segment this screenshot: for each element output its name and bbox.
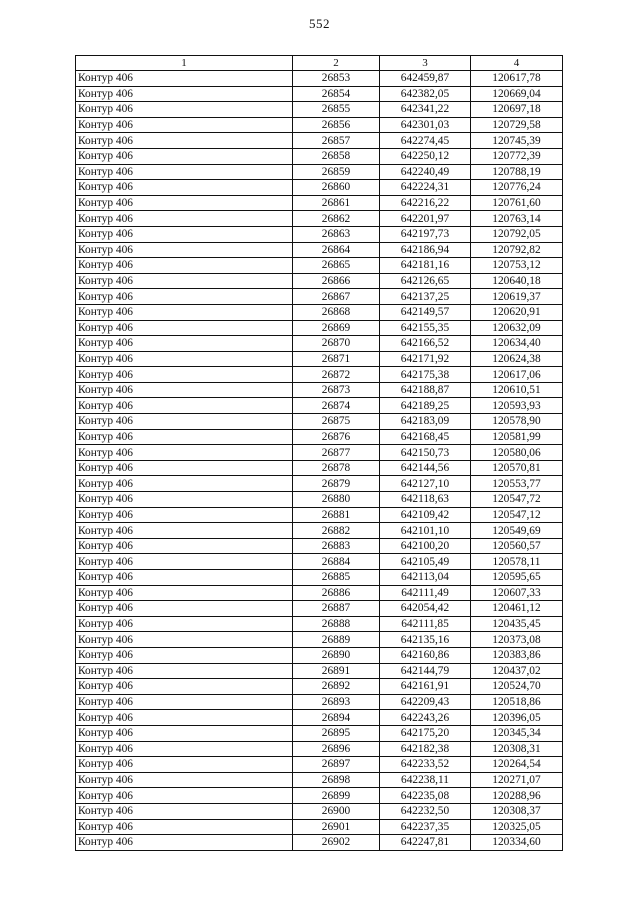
point-number-cell: 26856 (293, 117, 380, 133)
table-row (76, 211, 563, 227)
table-row (76, 117, 563, 133)
point-number-cell: 26896 (293, 741, 380, 757)
contour-name-cell: Контур 406 (76, 835, 293, 851)
contour-name-cell: Контур 406 (76, 725, 293, 741)
table-row (76, 460, 563, 476)
x-coordinate-cell: 642238,11 (380, 772, 471, 788)
point-number-cell: 26860 (293, 180, 380, 196)
contour-name-cell: Контур 406 (76, 570, 293, 586)
point-number-cell: 26892 (293, 679, 380, 695)
y-coordinate-cell: 120772,39 (471, 148, 563, 164)
table-row (76, 148, 563, 164)
point-number-cell: 26894 (293, 710, 380, 726)
x-coordinate-cell: 642166,52 (380, 336, 471, 352)
y-coordinate-cell: 120461,12 (471, 601, 563, 617)
contour-name-cell: Контур 406 (76, 460, 293, 476)
y-coordinate-cell: 120549,69 (471, 523, 563, 539)
y-coordinate-cell: 120753,12 (471, 258, 563, 274)
table-row (76, 86, 563, 102)
x-coordinate-cell: 642054,42 (380, 601, 471, 617)
table-row (76, 523, 563, 539)
point-number-cell: 26868 (293, 304, 380, 320)
y-coordinate-cell: 120345,34 (471, 725, 563, 741)
y-coordinate-cell: 120578,11 (471, 554, 563, 570)
y-coordinate-cell: 120435,45 (471, 616, 563, 632)
x-coordinate-cell: 642301,03 (380, 117, 471, 133)
y-coordinate-cell: 120581,99 (471, 429, 563, 445)
coordinates-table (75, 55, 563, 851)
table-row (76, 195, 563, 211)
contour-name-cell: Контур 406 (76, 398, 293, 414)
point-number-cell: 26866 (293, 273, 380, 289)
table-row (76, 429, 563, 445)
x-coordinate-cell: 642109,42 (380, 507, 471, 523)
table-body (76, 71, 563, 851)
y-coordinate-cell: 120745,39 (471, 133, 563, 149)
column-header-3: 3 (380, 56, 471, 71)
y-coordinate-cell: 120640,18 (471, 273, 563, 289)
contour-name-cell: Контур 406 (76, 242, 293, 258)
contour-name-cell: Контур 406 (76, 523, 293, 539)
x-coordinate-cell: 642224,31 (380, 180, 471, 196)
table-row (76, 445, 563, 461)
point-number-cell: 26883 (293, 538, 380, 554)
page-number: 552 (309, 16, 330, 31)
contour-name-cell: Контур 406 (76, 507, 293, 523)
contour-name-cell: Контур 406 (76, 258, 293, 274)
x-coordinate-cell: 642188,87 (380, 382, 471, 398)
point-number-cell: 26854 (293, 86, 380, 102)
table-row (76, 304, 563, 320)
y-coordinate-cell: 120524,70 (471, 679, 563, 695)
point-number-cell: 26888 (293, 616, 380, 632)
y-coordinate-cell: 120396,05 (471, 710, 563, 726)
y-coordinate-cell: 120570,81 (471, 460, 563, 476)
point-number-cell: 26863 (293, 226, 380, 242)
y-coordinate-cell: 120697,18 (471, 102, 563, 118)
point-number-cell: 26879 (293, 476, 380, 492)
contour-name-cell: Контур 406 (76, 336, 293, 352)
point-number-cell: 26862 (293, 211, 380, 227)
table-row (76, 382, 563, 398)
y-coordinate-cell: 120792,05 (471, 226, 563, 242)
contour-name-cell: Контур 406 (76, 679, 293, 695)
point-number-cell: 26899 (293, 788, 380, 804)
point-number-cell: 26902 (293, 835, 380, 851)
table-row (76, 819, 563, 835)
point-number-cell: 26875 (293, 414, 380, 430)
contour-name-cell: Контур 406 (76, 71, 293, 87)
point-number-cell: 26869 (293, 320, 380, 336)
table-row (76, 679, 563, 695)
point-number-cell: 26864 (293, 242, 380, 258)
point-number-cell: 26895 (293, 725, 380, 741)
x-coordinate-cell: 642250,12 (380, 148, 471, 164)
table-row (76, 803, 563, 819)
table-row (76, 367, 563, 383)
contour-name-cell: Контур 406 (76, 757, 293, 773)
contour-name-cell: Контур 406 (76, 304, 293, 320)
table-row (76, 554, 563, 570)
x-coordinate-cell: 642137,25 (380, 289, 471, 305)
table-row (76, 585, 563, 601)
point-number-cell: 26861 (293, 195, 380, 211)
point-number-cell: 26859 (293, 164, 380, 180)
contour-name-cell: Контур 406 (76, 382, 293, 398)
point-number-cell: 26901 (293, 819, 380, 835)
y-coordinate-cell: 120617,78 (471, 71, 563, 87)
contour-name-cell: Контур 406 (76, 476, 293, 492)
contour-name-cell: Контур 406 (76, 663, 293, 679)
x-coordinate-cell: 642247,81 (380, 835, 471, 851)
y-coordinate-cell: 120617,06 (471, 367, 563, 383)
point-number-cell: 26900 (293, 803, 380, 819)
contour-name-cell: Контур 406 (76, 538, 293, 554)
x-coordinate-cell: 642243,26 (380, 710, 471, 726)
x-coordinate-cell: 642144,56 (380, 460, 471, 476)
y-coordinate-cell: 120578,90 (471, 414, 563, 430)
table-row (76, 710, 563, 726)
x-coordinate-cell: 642197,73 (380, 226, 471, 242)
x-coordinate-cell: 642161,91 (380, 679, 471, 695)
point-number-cell: 26893 (293, 694, 380, 710)
table-row (76, 601, 563, 617)
contour-name-cell: Контур 406 (76, 414, 293, 430)
y-coordinate-cell: 120437,02 (471, 663, 563, 679)
table-row (76, 835, 563, 851)
y-coordinate-cell: 120580,06 (471, 445, 563, 461)
column-header-2: 2 (293, 56, 380, 71)
contour-name-cell: Контур 406 (76, 647, 293, 663)
y-coordinate-cell: 120595,65 (471, 570, 563, 586)
contour-name-cell: Контур 406 (76, 211, 293, 227)
point-number-cell: 26853 (293, 71, 380, 87)
table-row (76, 226, 563, 242)
x-coordinate-cell: 642182,38 (380, 741, 471, 757)
x-coordinate-cell: 642240,49 (380, 164, 471, 180)
x-coordinate-cell: 642144,79 (380, 663, 471, 679)
x-coordinate-cell: 642111,49 (380, 585, 471, 601)
y-coordinate-cell: 120763,14 (471, 211, 563, 227)
table-row (76, 741, 563, 757)
contour-name-cell: Контур 406 (76, 632, 293, 648)
x-coordinate-cell: 642160,86 (380, 647, 471, 663)
table-row (76, 320, 563, 336)
table-row (76, 133, 563, 149)
point-number-cell: 26898 (293, 772, 380, 788)
y-coordinate-cell: 120729,58 (471, 117, 563, 133)
y-coordinate-cell: 120373,08 (471, 632, 563, 648)
x-coordinate-cell: 642149,57 (380, 304, 471, 320)
y-coordinate-cell: 120607,33 (471, 585, 563, 601)
point-number-cell: 26858 (293, 148, 380, 164)
contour-name-cell: Контур 406 (76, 803, 293, 819)
table-row (76, 289, 563, 305)
table-row (76, 757, 563, 773)
x-coordinate-cell: 642168,45 (380, 429, 471, 445)
contour-name-cell: Контур 406 (76, 710, 293, 726)
table-row (76, 414, 563, 430)
point-number-cell: 26874 (293, 398, 380, 414)
y-coordinate-cell: 120610,51 (471, 382, 563, 398)
table-row (76, 180, 563, 196)
x-coordinate-cell: 642175,38 (380, 367, 471, 383)
point-number-cell: 26877 (293, 445, 380, 461)
column-header-1: 1 (76, 56, 293, 71)
contour-name-cell: Контур 406 (76, 694, 293, 710)
x-coordinate-cell: 642171,92 (380, 351, 471, 367)
point-number-cell: 26855 (293, 102, 380, 118)
x-coordinate-cell: 642181,16 (380, 258, 471, 274)
contour-name-cell: Контур 406 (76, 226, 293, 242)
contour-name-cell: Контур 406 (76, 616, 293, 632)
point-number-cell: 26867 (293, 289, 380, 305)
x-coordinate-cell: 642216,22 (380, 195, 471, 211)
y-coordinate-cell: 120308,31 (471, 741, 563, 757)
y-coordinate-cell: 120560,57 (471, 538, 563, 554)
point-number-cell: 26876 (293, 429, 380, 445)
y-coordinate-cell: 120776,24 (471, 180, 563, 196)
contour-name-cell: Контур 406 (76, 554, 293, 570)
table-row (76, 492, 563, 508)
table-row (76, 507, 563, 523)
x-coordinate-cell: 642341,22 (380, 102, 471, 118)
point-number-cell: 26870 (293, 336, 380, 352)
y-coordinate-cell: 120593,93 (471, 398, 563, 414)
y-coordinate-cell: 120761,60 (471, 195, 563, 211)
y-coordinate-cell: 120624,38 (471, 351, 563, 367)
x-coordinate-cell: 642233,52 (380, 757, 471, 773)
point-number-cell: 26891 (293, 663, 380, 679)
table-row (76, 398, 563, 414)
contour-name-cell: Контур 406 (76, 133, 293, 149)
y-coordinate-cell: 120288,96 (471, 788, 563, 804)
y-coordinate-cell: 120788,19 (471, 164, 563, 180)
table-row (76, 616, 563, 632)
y-coordinate-cell: 120518,86 (471, 694, 563, 710)
y-coordinate-cell: 120620,91 (471, 304, 563, 320)
table-row (76, 336, 563, 352)
table-row (76, 725, 563, 741)
table-row (76, 694, 563, 710)
y-coordinate-cell: 120634,40 (471, 336, 563, 352)
x-coordinate-cell: 642201,97 (380, 211, 471, 227)
point-number-cell: 26880 (293, 492, 380, 508)
table-row (76, 476, 563, 492)
table-row (76, 258, 563, 274)
contour-name-cell: Контур 406 (76, 788, 293, 804)
table-row (76, 351, 563, 367)
point-number-cell: 26884 (293, 554, 380, 570)
x-coordinate-cell: 642459,87 (380, 71, 471, 87)
point-number-cell: 26897 (293, 757, 380, 773)
x-coordinate-cell: 642101,10 (380, 523, 471, 539)
x-coordinate-cell: 642155,35 (380, 320, 471, 336)
x-coordinate-cell: 642209,43 (380, 694, 471, 710)
x-coordinate-cell: 642183,09 (380, 414, 471, 430)
table-row (76, 273, 563, 289)
point-number-cell: 26890 (293, 647, 380, 663)
x-coordinate-cell: 642126,65 (380, 273, 471, 289)
y-coordinate-cell: 120334,60 (471, 835, 563, 851)
table-row (76, 242, 563, 258)
table-row (76, 632, 563, 648)
contour-name-cell: Контур 406 (76, 741, 293, 757)
x-coordinate-cell: 642274,45 (380, 133, 471, 149)
table-row (76, 570, 563, 586)
table-row (76, 772, 563, 788)
x-coordinate-cell: 642100,20 (380, 538, 471, 554)
y-coordinate-cell: 120271,07 (471, 772, 563, 788)
contour-name-cell: Контур 406 (76, 601, 293, 617)
point-number-cell: 26871 (293, 351, 380, 367)
table-row (76, 788, 563, 804)
x-coordinate-cell: 642118,63 (380, 492, 471, 508)
contour-name-cell: Контур 406 (76, 102, 293, 118)
table-row (76, 663, 563, 679)
y-coordinate-cell: 120547,12 (471, 507, 563, 523)
contour-name-cell: Контур 406 (76, 320, 293, 336)
point-number-cell: 26865 (293, 258, 380, 274)
contour-name-cell: Контур 406 (76, 429, 293, 445)
table-row (76, 102, 563, 118)
x-coordinate-cell: 642175,20 (380, 725, 471, 741)
x-coordinate-cell: 642135,16 (380, 632, 471, 648)
column-header-4: 4 (471, 56, 563, 71)
contour-name-cell: Контур 406 (76, 273, 293, 289)
y-coordinate-cell: 120792,82 (471, 242, 563, 258)
contour-name-cell: Контур 406 (76, 772, 293, 788)
x-coordinate-cell: 642232,50 (380, 803, 471, 819)
x-coordinate-cell: 642105,49 (380, 554, 471, 570)
point-number-cell: 26872 (293, 367, 380, 383)
point-number-cell: 26887 (293, 601, 380, 617)
point-number-cell: 26873 (293, 382, 380, 398)
contour-name-cell: Контур 406 (76, 86, 293, 102)
contour-name-cell: Контур 406 (76, 351, 293, 367)
y-coordinate-cell: 120264,54 (471, 757, 563, 773)
contour-name-cell: Контур 406 (76, 180, 293, 196)
contour-name-cell: Контур 406 (76, 164, 293, 180)
table-header-row (76, 56, 563, 71)
contour-name-cell: Контур 406 (76, 117, 293, 133)
x-coordinate-cell: 642237,35 (380, 819, 471, 835)
contour-name-cell: Контур 406 (76, 819, 293, 835)
x-coordinate-cell: 642111,85 (380, 616, 471, 632)
table-row (76, 538, 563, 554)
contour-name-cell: Контур 406 (76, 289, 293, 305)
y-coordinate-cell: 120383,86 (471, 647, 563, 663)
contour-name-cell: Контур 406 (76, 195, 293, 211)
point-number-cell: 26882 (293, 523, 380, 539)
point-number-cell: 26878 (293, 460, 380, 476)
point-number-cell: 26889 (293, 632, 380, 648)
y-coordinate-cell: 120547,72 (471, 492, 563, 508)
x-coordinate-cell: 642150,73 (380, 445, 471, 461)
y-coordinate-cell: 120632,09 (471, 320, 563, 336)
table-row (76, 71, 563, 87)
point-number-cell: 26885 (293, 570, 380, 586)
table-row (76, 164, 563, 180)
contour-name-cell: Контур 406 (76, 585, 293, 601)
x-coordinate-cell: 642189,25 (380, 398, 471, 414)
point-number-cell: 26886 (293, 585, 380, 601)
x-coordinate-cell: 642186,94 (380, 242, 471, 258)
point-number-cell: 26881 (293, 507, 380, 523)
y-coordinate-cell: 120308,37 (471, 803, 563, 819)
contour-name-cell: Контур 406 (76, 367, 293, 383)
x-coordinate-cell: 642113,04 (380, 570, 471, 586)
x-coordinate-cell: 642235,08 (380, 788, 471, 804)
y-coordinate-cell: 120669,04 (471, 86, 563, 102)
y-coordinate-cell: 120619,37 (471, 289, 563, 305)
point-number-cell: 26857 (293, 133, 380, 149)
y-coordinate-cell: 120553,77 (471, 476, 563, 492)
contour-name-cell: Контур 406 (76, 148, 293, 164)
x-coordinate-cell: 642382,05 (380, 86, 471, 102)
contour-name-cell: Контур 406 (76, 492, 293, 508)
x-coordinate-cell: 642127,10 (380, 476, 471, 492)
contour-name-cell: Контур 406 (76, 445, 293, 461)
y-coordinate-cell: 120325,05 (471, 819, 563, 835)
table-row (76, 647, 563, 663)
